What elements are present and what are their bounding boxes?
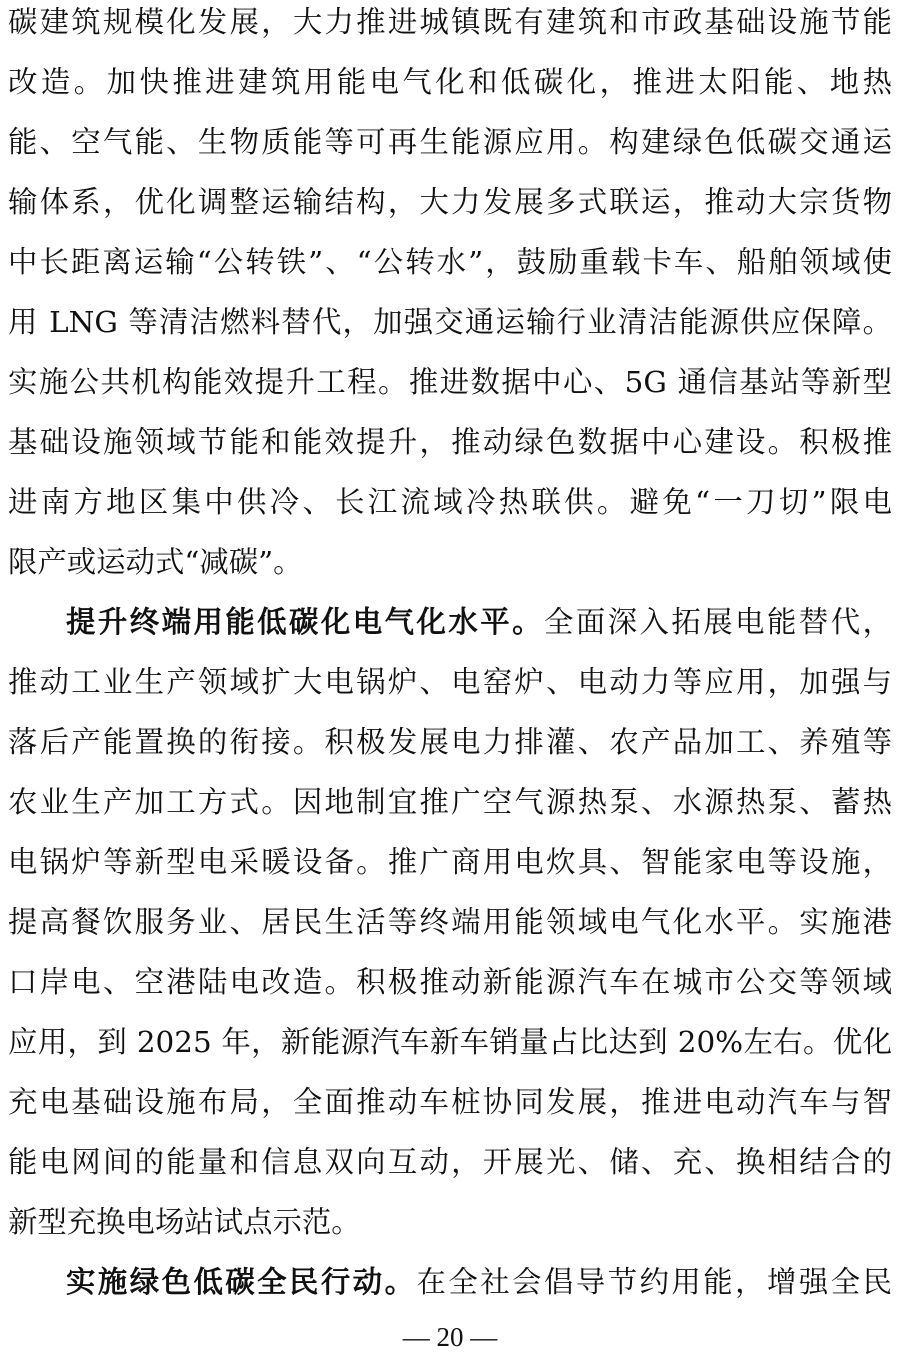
paragraph-2-line-8: 应用，到 2025 年，新能源汽车新车销量占比达到 20%左右。优化: [8, 1025, 892, 1059]
paragraph-1-line-4: 输体系，优化调整运输结构，大力发展多式联运，推动大宗货物: [8, 185, 892, 219]
paragraph-1-line-2: 改造。加快推进建筑用能电气化和低碳化，推进太阳能、地热: [8, 65, 892, 99]
paragraph-3-line-1-text: 在全社会倡导节约用能，增强全民: [416, 1265, 892, 1299]
paragraph-2-line-2: 推动工业生产领域扩大电锅炉、电窑炉、电动力等应用，加强与: [8, 665, 892, 699]
paragraph-2-line-1-text: 全面深入拓展电能替代，: [543, 605, 892, 639]
paragraph-2-line-9: 充电基础设施布局，全面推动车桩协同发展，推进电动汽车与智: [8, 1085, 892, 1119]
paragraph-1-line-7: 实施公共机构能效提升工程。推进数据中心、5G 通信基站等新型: [8, 365, 892, 399]
paragraph-2-line-3: 落后产能置换的衔接。积极发展电力排灌、农产品加工、养殖等: [8, 725, 892, 759]
paragraph-2-line-1: [66, 600, 892, 644]
paragraph-3-line-1: [66, 1260, 892, 1304]
paragraph-2-line-4: 农业生产加工方式。因地制宜推广空气源热泵、水源热泵、蓄热: [8, 785, 892, 819]
paragraph-2-line-5: 电锅炉等新型电采暖设备。推广商用电炊具、智能家电等设施，: [8, 845, 892, 879]
paragraph-1-line-1: 碳建筑规模化发展，大力推进城镇既有建筑和市政基础设施节能: [8, 5, 892, 39]
paragraph-1-line-9: 进南方地区集中供冷、长江流域冷热联供。避免“一刀切”限电: [8, 485, 892, 519]
paragraph-2-line-10: 能电网间的能量和信息双向互动，开展光、储、充、换相结合的: [8, 1145, 892, 1179]
paragraph-1-line-5: 中长距离运输“公转铁”、“公转水”，鼓励重载卡车、船舶领域使: [8, 245, 892, 279]
paragraph-2-line-6: 提高餐饮服务业、居民生活等终端用能领域电气化水平。实施港: [8, 905, 892, 939]
paragraph-2-line-11: 新型充换电场站试点示范。: [8, 1205, 361, 1239]
page-number: — 20 —: [402, 1322, 498, 1352]
paragraph-1-line-6: 用 LNG 等清洁燃料替代，加强交通运输行业清洁能源供应保障。: [8, 305, 892, 339]
paragraph-1-line-10: 限产或运动式“减碳”。: [8, 545, 303, 579]
paragraph-2-lead-heading: 提升终端用能低碳化电气化水平。: [66, 604, 544, 639]
paragraph-3-lead-heading: 实施绿色低碳全民行动。: [66, 1264, 417, 1299]
paragraph-1-line-3: 能、空气能、生物质能等可再生能源应用。构建绿色低碳交通运: [8, 125, 892, 159]
paragraph-2-line-7: 口岸电、空港陆电改造。积极推动新能源汽车在城市公交等领域: [8, 965, 892, 999]
paragraph-1-line-8: 基础设施领域节能和能效提升，推动绿色数据中心建设。积极推: [8, 425, 892, 459]
